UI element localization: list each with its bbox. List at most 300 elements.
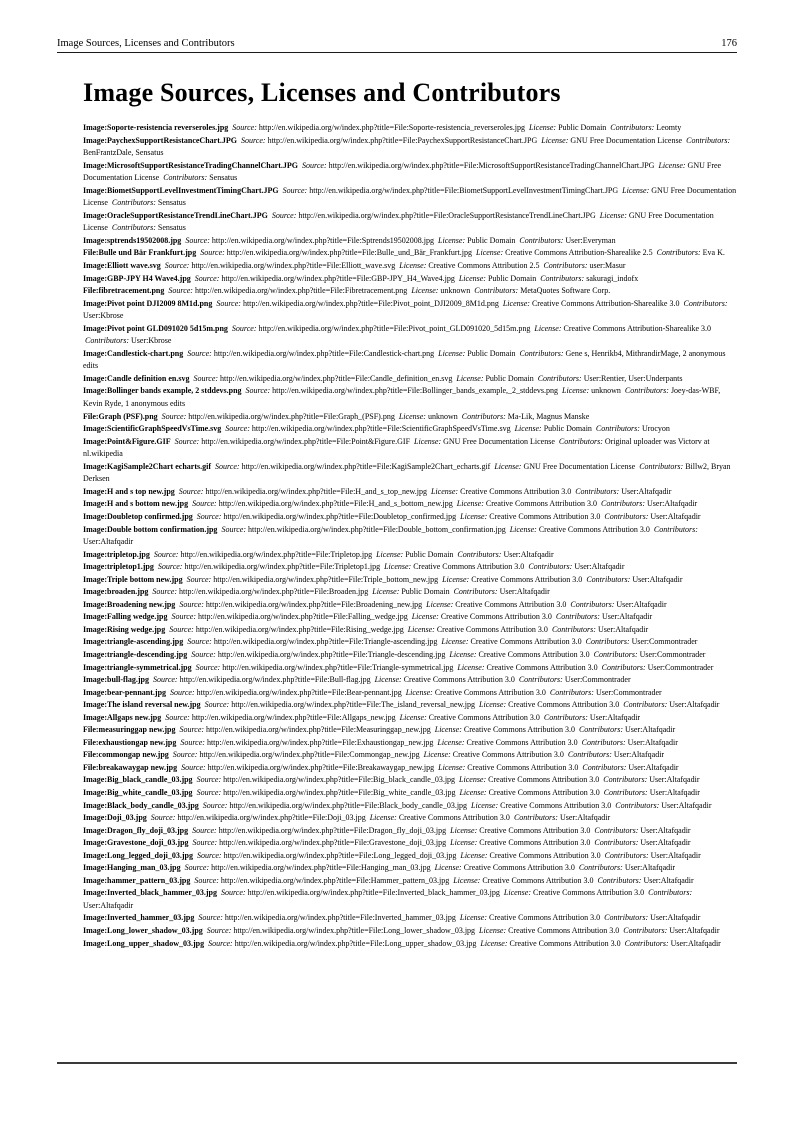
license-label: License: [658, 160, 686, 170]
license-label: License: [414, 436, 442, 446]
contributors-value: User:Altafqadir [624, 725, 676, 735]
contributors-label: Contributors: [585, 637, 630, 647]
contributors-value: User:Altafqadir [650, 913, 701, 923]
license-value: Public Domain [467, 235, 516, 245]
license-value: Creative Commons Attribution 3.0 [538, 524, 650, 534]
contributors-label: Contributors: [513, 813, 558, 823]
source-url: http://en.wikipedia.org/w/index.php?title=File:Big_white_candle_03.jpg [223, 787, 456, 797]
license-label: License: [622, 185, 650, 195]
license-value: Creative Commons Attribution-Sharealike 3.0 [563, 323, 712, 333]
source-url: http://en.wikipedia.org/w/index.php?title=File:Hammer_pattern_03.jpg [220, 875, 450, 885]
contributors-label: Contributors: [615, 800, 660, 810]
source-label: Source: [282, 185, 308, 195]
contributors-value: Sensatus [157, 198, 186, 208]
license-label: License: [534, 323, 562, 333]
source-url: http://en.wikipedia.org/w/index.php?title=File:Bull-flag.jpg [179, 675, 371, 685]
license-value: Creative Commons Attribution 3.0 [403, 675, 515, 685]
credit-entry [83, 498, 738, 511]
header-rule [57, 52, 737, 53]
credit-entry [83, 825, 738, 838]
contributors-label: Contributors: [595, 424, 640, 434]
contributors-label: Contributors: [457, 549, 502, 559]
license-value: Creative Commons Attribution 3.0 [452, 750, 564, 760]
contributors-label: Contributors: [623, 926, 668, 935]
contributors-label: Contributors: [519, 235, 564, 245]
license-value: GNU Free Documentation License [523, 461, 636, 471]
license-label: License: [407, 624, 435, 634]
contributors-value: User:Altafqadir [643, 875, 694, 885]
source-url: http://en.wikipedia.org/w/index.php?title=File:Tripletop.jpg [180, 549, 373, 559]
source-label: Source: [240, 135, 266, 145]
credit-entry [83, 273, 738, 286]
license-label: License: [494, 461, 522, 471]
credit-entry [83, 135, 738, 160]
source-url: http://en.wikipedia.org/w/index.php?title=File:OracleSupportResistanceTrendLineChart.JPG [298, 210, 596, 220]
license-label: License: [450, 838, 478, 848]
contributors-label: Contributors: [163, 173, 208, 183]
source-label: Source: [204, 700, 230, 710]
source-url: http://en.wikipedia.org/w/index.php?title=File:Point&Figure.GIF [201, 436, 411, 446]
image-name: Image:MicrosoftSupportResistanceTradingChannelChart.JPG [83, 160, 299, 170]
image-name: Image:Big_black_candle_03.jpg [83, 775, 193, 785]
source-label: Source: [152, 587, 178, 597]
license-value: GNU Free Documentation License [83, 185, 737, 208]
image-name: Image:Falling wedge.jpg [83, 612, 168, 622]
source-url: http://en.wikipedia.org/w/index.php?title=File:Long_legged_doji_03.jpg [223, 850, 457, 860]
contributors-label: Contributors: [604, 913, 649, 923]
credit-entry [83, 737, 738, 750]
credit-entry [83, 837, 738, 850]
contributors-label: Contributors: [578, 725, 623, 735]
source-label: Source: [208, 938, 233, 948]
image-name: Image:GBP-JPY H4 Wave4.jpg [83, 273, 191, 283]
license-value: GNU Free Documentation License [83, 210, 714, 233]
running-header [57, 38, 737, 49]
credit-entry [83, 561, 738, 574]
contributors-label: Contributors: [686, 135, 731, 145]
credit-entry [83, 862, 738, 875]
credit-entry [83, 423, 738, 436]
image-name: Image:Inverted_hammer_03.jpg [83, 913, 195, 923]
contributors-label: Contributors: [594, 825, 639, 835]
license-value: Public Domain [467, 348, 516, 358]
contributors-label: Contributors: [653, 524, 698, 534]
source-label: Source: [181, 762, 206, 772]
license-label: License: [384, 562, 412, 572]
source-url: http://en.wikipedia.org/w/index.php?title=File:The_island_reversal_new.jpg [231, 700, 476, 710]
source-label: Source: [185, 235, 210, 245]
image-name: Image:Long_upper_shadow_03.jpg [83, 938, 205, 948]
image-name: Image:Big_white_candle_03.jpg [83, 787, 193, 797]
contributors-value: User:Altafqadir [649, 787, 700, 797]
image-name: Image:Elliott wave.svg [83, 261, 161, 271]
license-label: License: [374, 675, 402, 685]
contributors-value: user:Masur [589, 261, 626, 271]
contributors-label: Contributors: [567, 750, 612, 760]
source-label: Source: [202, 800, 228, 810]
contributors-value: User:Altafqadir [649, 775, 700, 785]
source-label: Source: [192, 838, 218, 848]
contributors-label: Contributors: [461, 411, 506, 421]
image-name: Image:tripletop1.jpg [83, 562, 154, 572]
source-label: Source: [180, 737, 205, 747]
contributors-value: sakuragi_indofx [586, 273, 639, 283]
source-label: Source: [191, 649, 216, 659]
license-label: License: [372, 587, 400, 597]
credit-entry [83, 787, 738, 800]
credit-entry [83, 285, 738, 298]
source-url: http://en.wikipedia.org/w/index.php?title=File:Black_body_candle_03.jpg [229, 800, 468, 810]
source-url: http://en.wikipedia.org/w/index.php?title=File:Bollinger_bands_example,_2_stddevs.png [272, 386, 559, 396]
source-url: http://en.wikipedia.org/w/index.php?title=File:Breakawaygap_new.jpg [207, 762, 435, 772]
contributors-value: User:Altafqadir [597, 624, 649, 634]
license-label: License: [411, 286, 439, 296]
credit-entry [83, 938, 738, 951]
contributors-label: Contributors: [578, 863, 623, 873]
credit-entry [83, 160, 738, 185]
source-label: Source: [220, 888, 246, 898]
credit-entry [83, 247, 738, 260]
source-url: http://en.wikipedia.org/w/index.php?title=File:Gravestone_doji_03.jpg [219, 838, 447, 848]
image-name: File:Bulle und Bär Frankfurt.jpg [83, 248, 197, 258]
license-value: Creative Commons Attribution 3.0 [463, 863, 575, 873]
contributors-label: Contributors: [601, 662, 646, 672]
credit-entry [83, 348, 738, 373]
source-url: http://en.wikipedia.org/w/index.php?title=File:Falling_wedge.jpg [198, 612, 408, 622]
image-name: File:Graph (PSF).png [83, 411, 158, 421]
source-label: Source: [216, 298, 241, 308]
contributors-label: Contributors: [597, 875, 642, 885]
credits-list [83, 122, 738, 950]
license-label: License: [438, 348, 466, 358]
contributors-value: User:Commontrader [595, 687, 662, 697]
contributors-label: Contributors: [474, 286, 519, 296]
source-url: http://en.wikipedia.org/w/index.php?title=File:Triple_bottom_new.jpg [213, 574, 439, 584]
license-label: License: [562, 386, 590, 396]
image-name: Image:H and s bottom new.jpg [83, 499, 189, 509]
source-label: Source: [161, 411, 187, 421]
source-url: http://en.wikipedia.org/w/index.php?title=File:Big_black_candle_03.jpg [223, 775, 456, 785]
source-url: http://en.wikipedia.org/w/index.php?title=File:Inverted_black_hammer_03.jpg [247, 888, 500, 898]
contributors-label: Contributors: [528, 562, 573, 572]
image-name: Image:Candle definition en.svg [83, 373, 190, 383]
license-value: Creative Commons Attribution 3.0 [486, 662, 598, 672]
contributors-value: User:Altafqadir [661, 800, 712, 810]
contributors-value: Eva K. [702, 248, 725, 258]
contributors-label: Contributors: [543, 261, 588, 271]
contributors-value: User:Altafqadir [613, 750, 665, 760]
credit-entry [83, 373, 738, 386]
contributors-label: Contributors: [575, 486, 620, 496]
image-name: Image:Black_body_candle_03.jpg [83, 800, 199, 810]
contributors-label: Contributors: [624, 938, 669, 948]
credit-entry [83, 524, 738, 549]
source-label: Source: [184, 863, 210, 873]
credit-entry [83, 887, 738, 912]
license-value: Creative Commons Attribution 3.0 [463, 725, 575, 735]
source-label: Source: [150, 813, 176, 823]
contributors-value: Sensatus [157, 223, 186, 233]
source-label: Source: [225, 424, 250, 434]
source-label: Source: [200, 248, 225, 258]
license-value: Creative Commons Attribution 3.0 [489, 511, 601, 521]
image-name: Image:triangle-ascending.jpg [83, 637, 184, 647]
image-name: Image:Inverted_black_hammer_03.jpg [83, 888, 217, 898]
license-value: Public Domain [485, 373, 534, 383]
source-label: Source: [157, 562, 183, 572]
credit-entry [83, 323, 738, 348]
source-label: Source: [186, 574, 212, 584]
source-label: Source: [194, 875, 219, 885]
contributors-value: User:Altafqadir [647, 499, 698, 509]
source-label: Source: [302, 160, 327, 170]
license-value: Creative Commons Attribution 3.0 [434, 687, 546, 697]
contributors-label: Contributors: [604, 850, 649, 860]
source-label: Source: [171, 612, 197, 622]
license-value: GNU Free Documentation License [570, 135, 683, 145]
license-label: License: [369, 813, 397, 823]
contributors-label: Contributors: [537, 373, 582, 383]
credit-entry [83, 122, 738, 135]
image-name: File:fibretracement.png [83, 286, 165, 296]
source-url: http://en.wikipedia.org/w/index.php?title=File:Triangle-ascending.jpg [213, 637, 438, 647]
source-label: Source: [196, 787, 222, 797]
contributors-label: Contributors: [593, 649, 638, 659]
running-header-title: Image Sources, Licenses and Contributors [57, 38, 235, 49]
license-label: License: [405, 687, 433, 697]
contributors-label: Contributors: [570, 599, 615, 609]
license-value: unknown [440, 286, 471, 296]
image-name: Image:Pivot point GLD091020 5d15m.png [83, 323, 228, 333]
image-name: Image:Double bottom confirmation.jpg [83, 524, 218, 534]
license-label: License: [459, 775, 487, 785]
license-label: License: [514, 424, 542, 434]
license-value: Creative Commons Attribution 3.0 [455, 599, 567, 609]
page-number: 176 [721, 38, 737, 49]
source-label: Source: [179, 725, 205, 735]
license-value: Creative Commons Attribution 3.0 [533, 888, 645, 898]
license-label: License: [430, 486, 459, 496]
contributors-label: Contributors: [581, 737, 626, 747]
image-name: Image:hammer_pattern_03.jpg [83, 875, 191, 885]
contributors-value: Joey-das-WBF, Kevin Ryde, 1 anonymous edits [83, 386, 721, 409]
image-name: File:commongap new.jpg [83, 750, 169, 760]
credit-entry [83, 749, 738, 762]
credit-entry [83, 235, 738, 248]
contributors-value: User:Altafqadir [632, 574, 683, 584]
contributors-label: Contributors: [551, 624, 596, 634]
license-label: License: [476, 248, 504, 258]
source-label: Source: [194, 273, 220, 283]
contributors-label: Contributors: [558, 436, 603, 446]
contributors-value: User:Altafqadir [627, 737, 678, 747]
contributors-value: Original uploader was Victorv at nl.wikipedia [83, 436, 710, 459]
license-value: Creative Commons Attribution 3.0 [460, 486, 572, 496]
license-value: Public Domain [487, 273, 537, 283]
source-url: http://en.wikipedia.org/w/index.php?title=File:KagiSample2Chart_echarts.gif [241, 461, 491, 471]
contributors-label: Contributors: [555, 612, 600, 622]
credit-entry [83, 436, 738, 461]
contributors-label: Contributors: [543, 712, 588, 722]
credit-entry [83, 260, 738, 273]
contributors-label: Contributors: [586, 574, 631, 584]
license-label: License: [457, 662, 485, 672]
contributors-value: Sensatus [209, 173, 238, 183]
license-label: License: [438, 762, 466, 772]
source-label: Source: [232, 123, 257, 132]
license-label: License: [480, 938, 508, 948]
image-name: Image:OracleSupportResistanceTrendLineChart.JPG [83, 210, 268, 220]
credit-entry [83, 611, 738, 624]
contributors-label: Contributors: [549, 687, 594, 697]
image-name: Image:bull-flag.jpg [83, 675, 149, 685]
contributors-label: Contributors: [623, 700, 668, 710]
license-value: Public Domain [543, 424, 592, 434]
credit-entry [83, 674, 738, 687]
image-name: Image:Gravestone_doji_03.jpg [83, 838, 189, 848]
contributors-value: User:Kbrose [83, 311, 124, 321]
contributors-value: User:Altafqadir [650, 850, 701, 860]
license-label: License: [398, 411, 426, 421]
source-url: http://en.wikipedia.org/w/index.php?title=File:Bulle_und_Bär_Frankfurt.jpg [226, 248, 473, 258]
credit-entry [83, 662, 738, 675]
source-label: Source: [221, 524, 247, 534]
source-url: http://en.wikipedia.org/w/index.php?title=File:Hanging_man_03.jpg [211, 863, 431, 873]
image-name: Image:Long_lower_shadow_03.jpg [83, 926, 203, 935]
license-label: License: [434, 863, 462, 873]
contributors-value: User:Commontrader [647, 662, 714, 672]
license-label: License: [459, 787, 487, 797]
source-url: http://en.wikipedia.org/w/index.php?title=File:Sptrends19502008.jpg [211, 235, 435, 245]
image-name: Image:triangle-descending.jpg [83, 649, 188, 659]
contributors-label: Contributors: [582, 762, 627, 772]
contributors-label: Contributors: [683, 298, 728, 308]
license-label: License: [437, 737, 465, 747]
contributors-label: Contributors: [603, 775, 648, 785]
source-label: Source: [196, 511, 222, 521]
contributors-value: User:Rentier, User:Underpants [583, 373, 683, 383]
license-label: License: [399, 712, 427, 722]
image-name: Image:Hanging_man_03.jpg [83, 863, 181, 873]
license-value: Creative Commons Attribution 3.0 [508, 700, 620, 710]
license-value: Creative Commons Attribution 3.0 [398, 813, 510, 823]
contributors-label: Contributors: [656, 248, 701, 258]
license-value: Creative Commons Attribution-Sharealike 3.0 [531, 298, 680, 308]
license-value: Public Domain [405, 549, 454, 559]
license-label: License: [438, 235, 466, 245]
source-url: http://en.wikipedia.org/w/index.php?title=File:Triangle-symmetrical.jpg [222, 662, 454, 672]
credit-entry [83, 385, 738, 410]
contributors-label: Contributors: [594, 838, 639, 848]
source-label: Source: [187, 348, 212, 358]
license-value: Creative Commons Attribution 3.0 [467, 762, 579, 772]
image-name: File:breakawaygap new.jpg [83, 762, 178, 772]
license-label: License: [411, 612, 439, 622]
license-value: Creative Commons Attribution 3.0 [500, 800, 612, 810]
contributors-value: User:Kbrose [131, 336, 172, 346]
contributors-label: Contributors: [518, 675, 563, 685]
source-url: http://en.wikipedia.org/w/index.php?title=File:Inverted_hammer_03.jpg [224, 913, 456, 923]
license-value: Creative Commons Attribution 3.0 [485, 499, 597, 509]
image-name: Image:Soporte-resistencia reverseroles.jpg [83, 123, 229, 132]
image-name: Image:Bollinger bands example, 2 stddevs.png [83, 386, 242, 396]
credit-entry [83, 875, 738, 888]
source-url: http://en.wikipedia.org/w/index.php?title=File:Soporte-resistencia_reverseroles.jpg [258, 123, 525, 132]
source-label: Source: [195, 662, 221, 672]
license-label: License: [376, 549, 404, 559]
image-name: Image:BiometSupportLevelInvestmentTimingChart.JPG [83, 185, 279, 195]
license-value: Creative Commons Attribution 3.0 [413, 562, 525, 572]
source-url: http://en.wikipedia.org/w/index.php?title=File:Pivot_point_GLD091020_5d15m.png [258, 323, 531, 333]
credit-entry [83, 812, 738, 825]
source-url: http://en.wikipedia.org/w/index.php?title=File:Long_upper_shadow_03.jpg [234, 938, 477, 948]
credit-entry [83, 850, 738, 863]
image-name: Image:Pivot point DJI2009 8M1d.png [83, 298, 213, 308]
credit-entry [83, 586, 738, 599]
image-name: Image:Allgaps new.jpg [83, 712, 162, 722]
source-label: Source: [197, 850, 222, 860]
source-url: http://en.wikipedia.org/w/index.php?title=File:Exhaustiongap_new.jpg [206, 737, 434, 747]
license-label: License: [456, 499, 484, 509]
contributors-label: Contributors: [648, 888, 693, 898]
image-name: Image:Point&Figure.GIF [83, 436, 171, 446]
credit-entry [83, 549, 738, 562]
credit-entry [83, 925, 738, 938]
image-name: Image:sptrends19502008.jpg [83, 235, 182, 245]
source-url: http://en.wikipedia.org/w/index.php?title=File:Dragon_fly_doji_03.jpg [218, 825, 447, 835]
source-url: http://en.wikipedia.org/w/index.php?title=File:BiometSupportLevelInvestmentTimingChart.JPG [309, 185, 619, 195]
contributors-label: Contributors: [453, 587, 498, 597]
license-label: License: [434, 725, 462, 735]
license-value: Creative Commons Attribution 3.0 [471, 574, 583, 584]
contributors-value: User:Altafqadir [669, 926, 720, 935]
contributors-value: User:Altafqadir [601, 612, 653, 622]
license-label: License: [453, 875, 481, 885]
contributors-label: Contributors: [111, 198, 156, 208]
contributors-value: User:Altafqadir [628, 762, 679, 772]
license-value: Creative Commons Attribution 3.0 [489, 913, 601, 923]
image-name: Image:KagiSample2Chart echarts.gif [83, 461, 211, 471]
license-value: Creative Commons Attribution 2.5 [428, 261, 540, 271]
credit-entry [83, 210, 738, 235]
contributors-value: User:Altafqadir [670, 938, 721, 948]
credit-entry [83, 724, 738, 737]
license-value: GNU Free Documentation License [443, 436, 555, 446]
contributors-label: Contributors: [603, 787, 648, 797]
license-value: Creative Commons Attribution-Sharealike 2.5 [505, 248, 653, 258]
contributors-value: User:Altafqadir [624, 863, 676, 873]
source-label: Source: [193, 373, 219, 383]
license-value: Creative Commons Attribution 3.0 [488, 787, 600, 797]
image-name: Image:Candlestick-chart.png [83, 348, 184, 358]
source-label: Source: [245, 386, 271, 396]
source-url: http://en.wikipedia.org/w/index.php?title=File:Triangle-descending.jpg [217, 649, 446, 659]
license-value: Creative Commons Attribution 3.0 [488, 775, 600, 785]
contributors-label: Contributors: [540, 273, 585, 283]
source-url: http://en.wikipedia.org/w/index.php?title=File:Tripletop1.jpg [184, 562, 381, 572]
license-label: License: [450, 825, 478, 835]
source-label: Source: [172, 750, 198, 760]
contributors-value: BenFrantzDale, Sensatus [83, 148, 164, 158]
source-label: Source: [153, 549, 179, 559]
license-label: License: [471, 800, 499, 810]
credit-entry [83, 574, 738, 587]
source-label: Source: [178, 486, 204, 496]
contributors-value: User:Altafqadir [499, 587, 550, 597]
source-label: Source: [170, 687, 195, 697]
contributors-value: User:Altafqadir [589, 712, 641, 722]
source-label: Source: [165, 712, 190, 722]
